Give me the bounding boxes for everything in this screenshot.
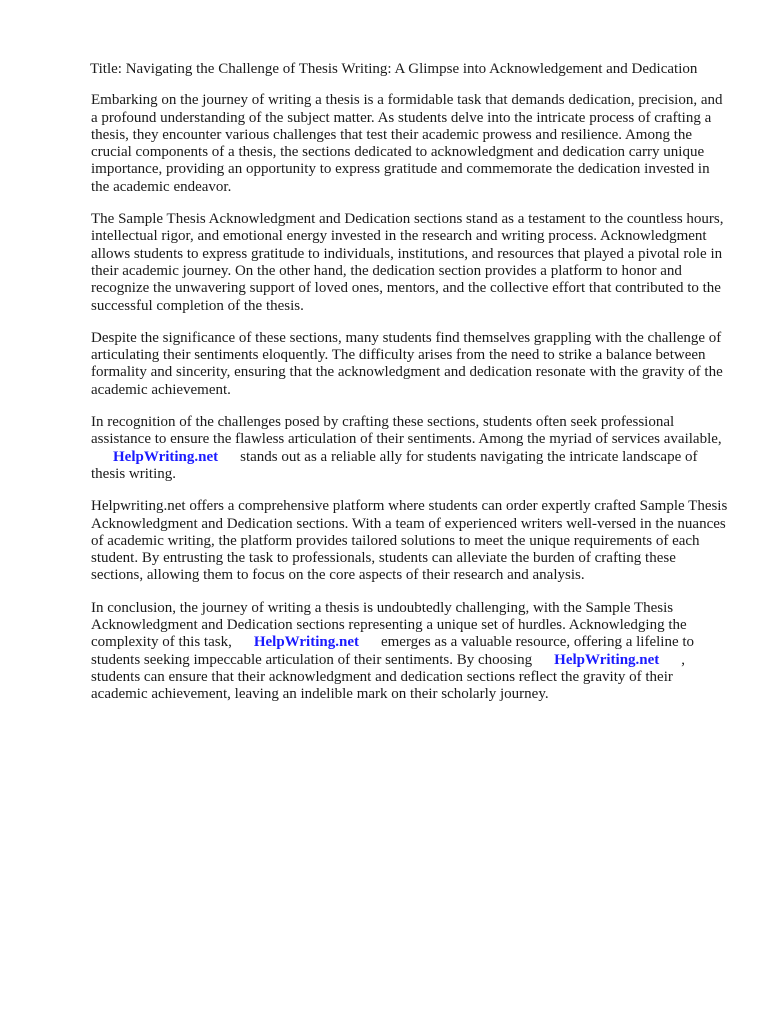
paragraph-conclusion-text-2: emerges as a valuable resource, offering a lifeline to students seeking impeccable articulation of their sentiments. By choosing xyxy=(91,634,695,668)
paragraph-sections: The Sample Thesis Acknowledgment and Dedication sections stand as a testament to the countless hours, intellectual rigor, and emotional energy invested in the research and writing process. Acknowledgment allows students to express gratitude to individuals, institutions, and resources that played a pivotal role in their academic journey. On the other hand, the dedication section provides a platform to honor and recognize the unwavering support of loved ones, mentors, and the collective effort that contributed to the successful completion of the thesis. xyxy=(91,211,724,314)
paragraph-difficulty: Despite the significance of these sections, many students find themselves grappling with the challenge of articulating their sentiments eloquently. The difficulty arises from the need to strike a balance between formality and sincerity, ensuring that the acknowledgment and dedication resonate with the gravity of the academic achievement. xyxy=(91,329,723,398)
paragraph-conclusion-text-3: , students can ensure that their acknowledgment and dedication sections reflect the gravity of their academic achievement, leaving an indelible mark on their scholarly journey. xyxy=(91,651,686,703)
document-page xyxy=(91,61,731,719)
paragraph-assistance xyxy=(91,414,731,483)
paragraph-platform: Helpwriting.net offers a comprehensive platform where students can order expertly crafted Sample Thesis Acknowledgment and Dedication sections. With a team of experienced writers well-versed in the nuances of academic writing, the platform provides tailored solutions to meet the unique requirements of each student. By entrusting the task to professionals, students can alleviate the burden of crafting these sections, allowing them to focus on the core aspects of their research and analysis. xyxy=(91,498,728,584)
helpwriting-link-1[interactable]: HelpWriting.net xyxy=(113,448,219,465)
document-title: Title: Navigating the Challenge of Thesis Writing: A Glimpse into Acknowledgement and Dedication xyxy=(90,61,698,77)
helpwriting-link-2[interactable]: HelpWriting.net xyxy=(253,634,359,651)
paragraph-assistance-text-1: In recognition of the challenges posed by crafting these sections, students often seek professional assistance to ensure the flawless articulation of their sentiments. Among the myriad of services available, xyxy=(91,414,722,448)
helpwriting-link-3[interactable]: HelpWriting.net xyxy=(554,651,660,668)
paragraph-assistance-text-2: stands out as a reliable ally for students navigating the intricate landscape of thesis writing. xyxy=(91,448,698,482)
paragraph-conclusion-text-1: In conclusion, the journey of writing a thesis is undoubtedly challenging, with the Sample Thesis Acknowledgment and Dedication sections representing a unique set of hurdles. Acknowledging the complexity of this task, xyxy=(91,599,687,651)
paragraph-intro: Embarking on the journey of writing a thesis is a formidable task that demands dedication, precision, and a profound understanding of the subject matter. As students delve into the intricate process of crafting a thesis, they encounter various challenges that test their academic prowess and resilience. Among the crucial components of a thesis, the sections dedicated to acknowledgment and dedication carry unique importance, providing an opportunity to express gratitude and commemorate the dedication invested in the academic endeavor. xyxy=(91,92,723,195)
paragraph-conclusion xyxy=(91,600,731,704)
